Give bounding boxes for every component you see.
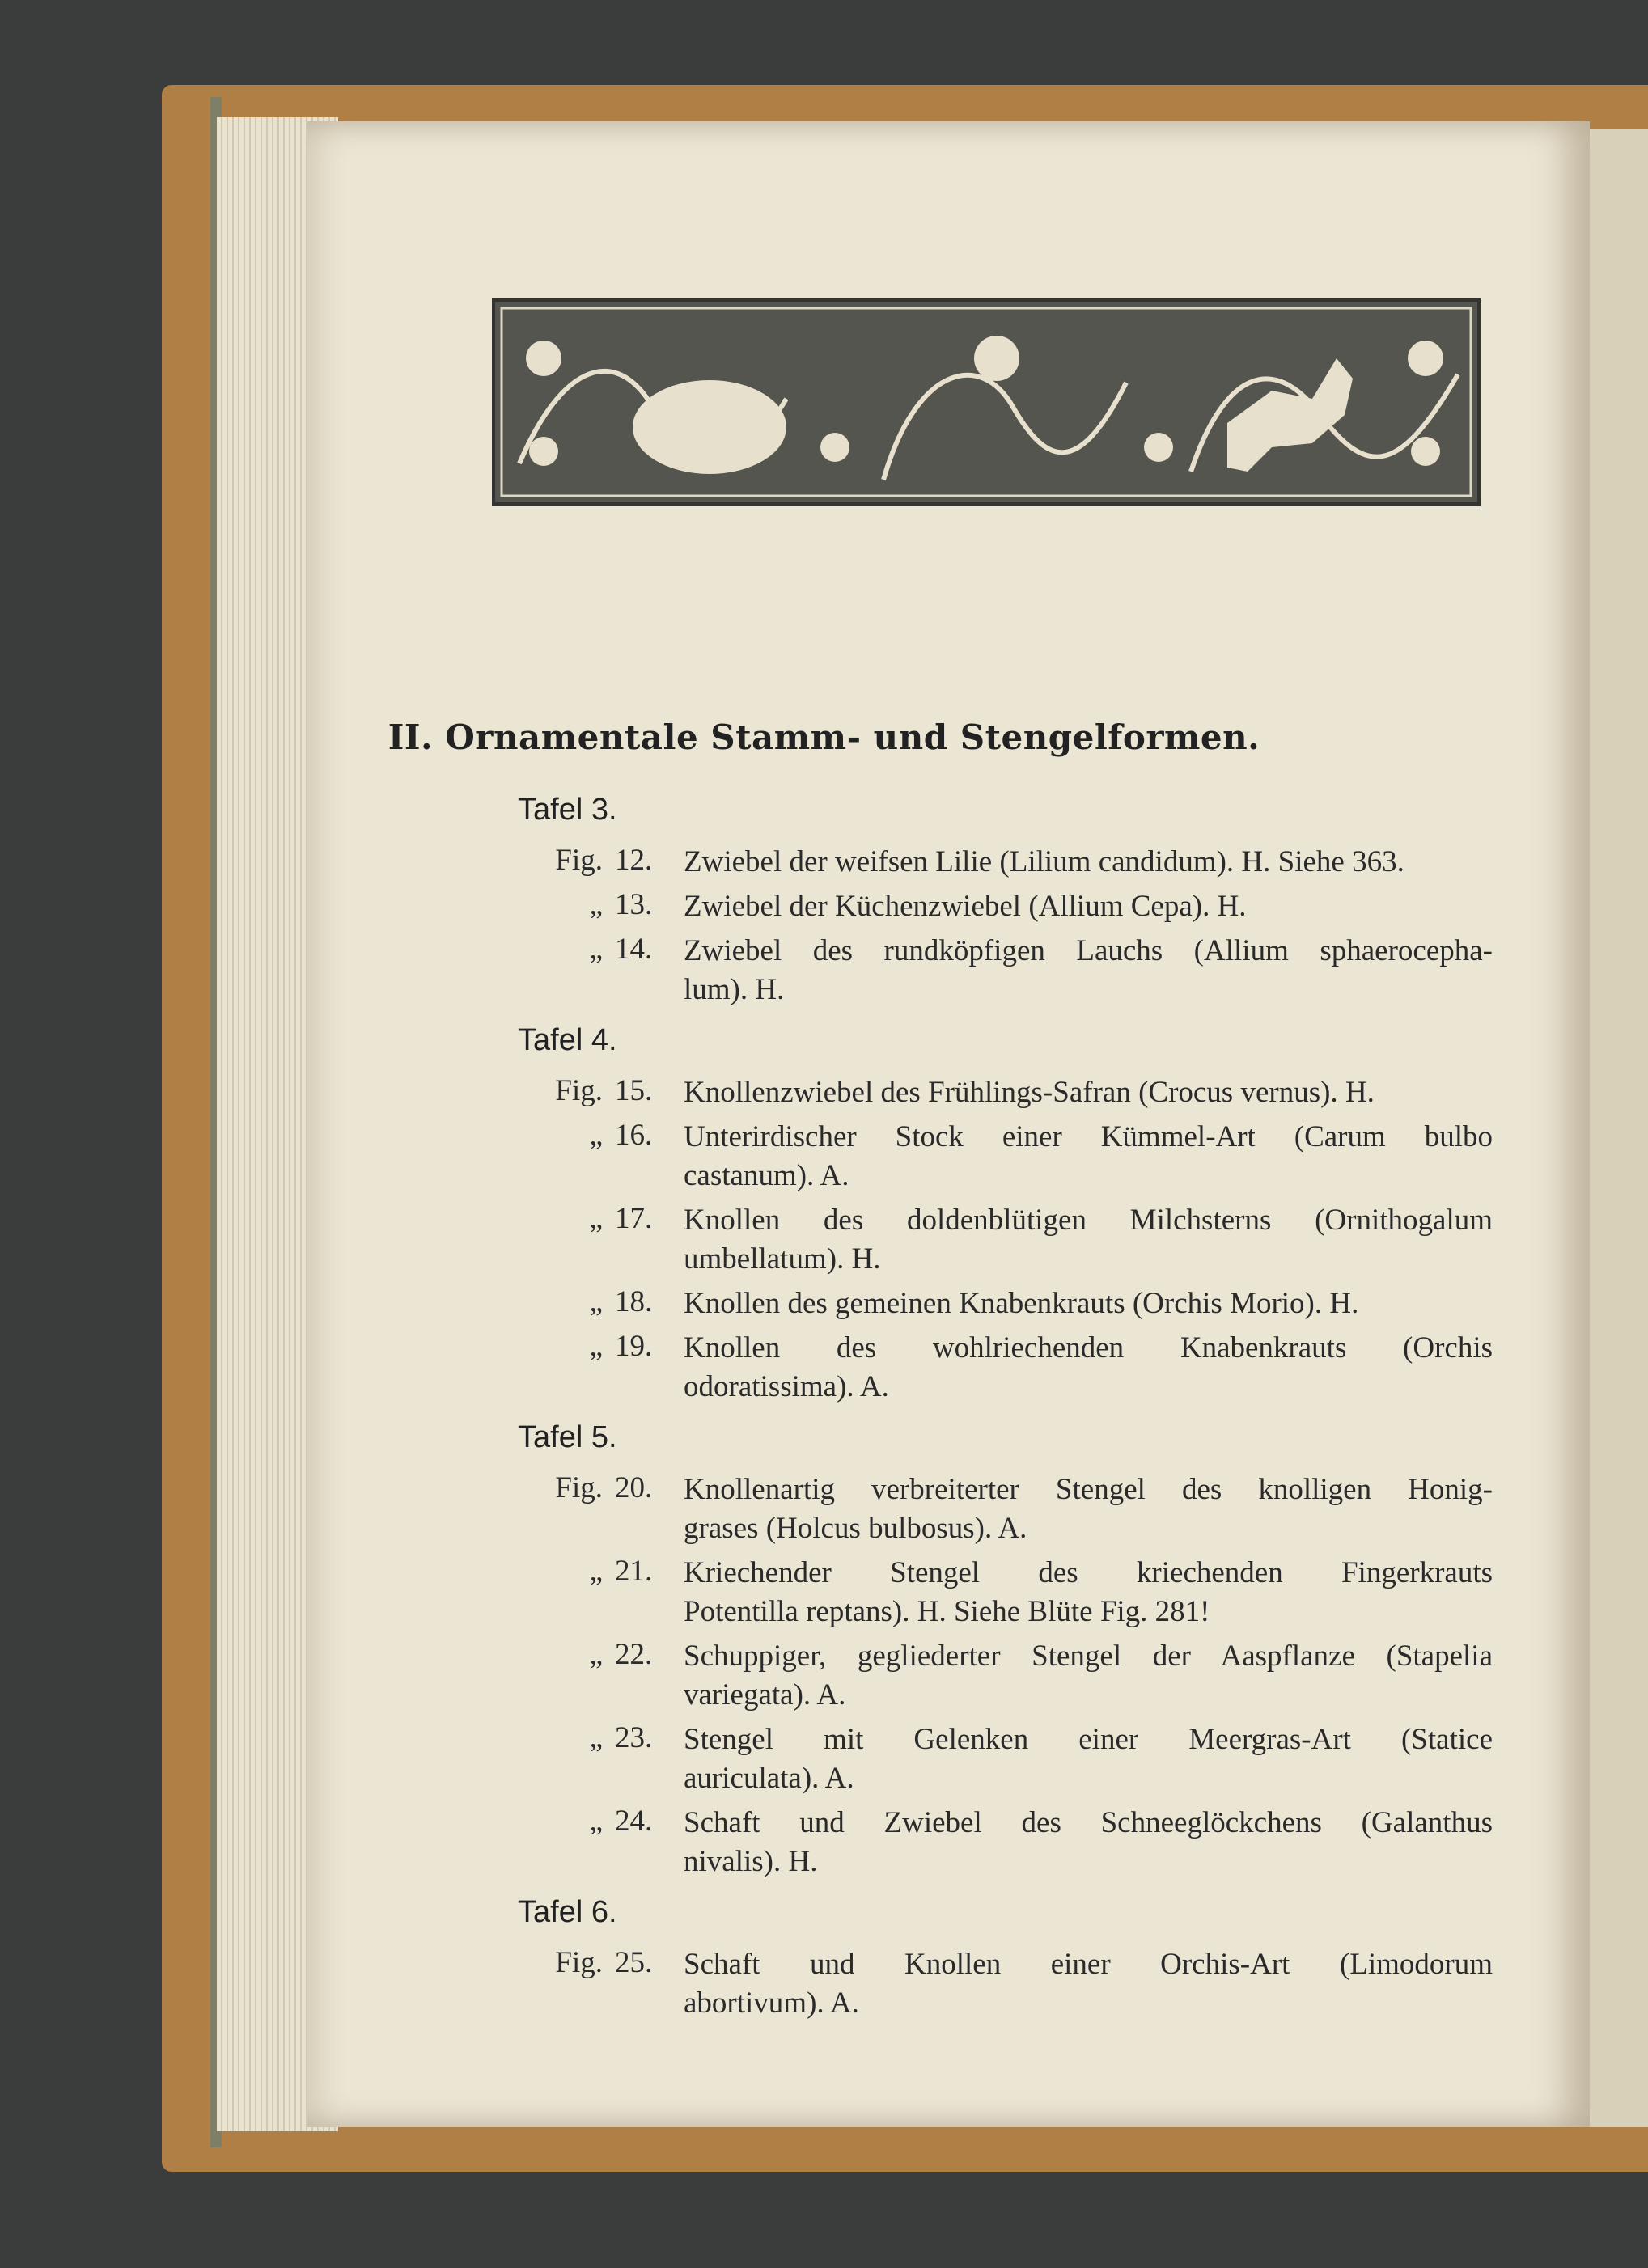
figure-description-line: Knollenartig verbreiterter Stengel des knolligen Honig-: [684, 1473, 1493, 1506]
figure-entry: [485, 1945, 1505, 2023]
figure-entry: [485, 932, 1505, 1009]
figure-label: „: [589, 1119, 603, 1152]
figure-description-line: grases (Holcus bulbosus). A.: [684, 1512, 1027, 1545]
figure-description-line: Schaft und Knollen einer Orchis-Art (Limodorum: [684, 1948, 1493, 1981]
figure-number: 17.: [615, 1202, 653, 1235]
figure-entry: [485, 1118, 1505, 1195]
figure-label: „: [589, 1330, 603, 1363]
figure-description-line: variegata). A.: [684, 1678, 846, 1712]
figure-description-line: nivalis). H.: [684, 1845, 818, 1878]
figure-label: „: [589, 1638, 603, 1671]
figure-description-line: auriculata). A.: [684, 1762, 854, 1795]
figure-number: 16.: [615, 1119, 653, 1152]
figure-description-line: Knollen des doldenblütigen Milchsterns (Ornithogalum: [684, 1204, 1493, 1237]
figure-entry: [485, 1329, 1505, 1407]
next-page-edge: [1590, 129, 1648, 2127]
figure-label: „: [589, 1285, 603, 1318]
ornamental-banner-icon: [495, 302, 1477, 502]
figure-label: „: [589, 1202, 603, 1235]
figure-description-line: Unterirdischer Stock einer Kümmel-Art (Carum bulbo: [684, 1120, 1493, 1153]
figure-description-line: Knollen des gemeinen Knabenkrauts (Orchis Morio). H.: [684, 1287, 1359, 1320]
figure-entry: [485, 1073, 1505, 1112]
figure-description-line: castanum). A.: [684, 1159, 849, 1192]
figure-number: 18.: [615, 1285, 653, 1318]
figure-entry: [485, 843, 1505, 882]
figure-description-line: umbellatum). H.: [684, 1242, 881, 1276]
figure-label: Fig.: [555, 1471, 603, 1504]
figure-description-line: Potentilla reptans). H. Siehe Blüte Fig. 281!: [684, 1595, 1210, 1628]
figure-entry: [485, 1470, 1505, 1548]
figure-number: 24.: [615, 1805, 653, 1838]
section-heading: II. Ornamentale Stamm- und Stengelformen.: [388, 717, 1260, 757]
figure-number: 13.: [615, 888, 653, 921]
figure-description-line: Zwiebel der Küchenzwiebel (Allium Cepa). H.: [684, 890, 1247, 923]
figure-entry: [485, 1637, 1505, 1715]
figure-description-line: Zwiebel des rundköpfigen Lauchs (Allium sphaerocepha-: [684, 934, 1493, 967]
figure-label: Fig.: [555, 1946, 603, 1979]
figure-number: 14.: [615, 933, 653, 966]
tafel-heading: Tafel 5.: [518, 1420, 617, 1454]
figure-description-line: Schuppiger, gegliederter Stengel der Aaspflanze (Stapelia: [684, 1640, 1493, 1673]
figure-label: Fig.: [555, 844, 603, 877]
figure-description-line: lum). H.: [684, 973, 785, 1006]
figure-entry: [485, 1804, 1505, 1881]
figure-description-line: Schaft und Zwiebel des Schneeglöckchens (Galanthus: [684, 1806, 1493, 1839]
figure-label: „: [589, 888, 603, 921]
figure-description-line: Kriechender Stengel des kriechenden Fingerkrauts: [684, 1556, 1493, 1589]
figure-label: „: [589, 1805, 603, 1838]
figure-entry: [485, 1554, 1505, 1631]
figure-entry: [485, 887, 1505, 926]
figure-description-line: Knollen des wohlriechenden Knabenkrauts (Orchis: [684, 1331, 1493, 1365]
figure-number: 22.: [615, 1638, 653, 1671]
figure-number: 21.: [615, 1555, 653, 1588]
figure-label: Fig.: [555, 1074, 603, 1107]
figure-entry: [485, 1720, 1505, 1798]
figure-number: 20.: [615, 1471, 653, 1504]
figure-number: 15.: [615, 1074, 653, 1107]
figure-label: „: [589, 1721, 603, 1754]
figure-label: „: [589, 1555, 603, 1588]
figure-entry: [485, 1284, 1505, 1323]
figure-description-line: abortivum). A.: [684, 1987, 859, 2020]
tafel-heading: Tafel 4.: [518, 1023, 617, 1057]
figure-description-line: Zwiebel der weifsen Lilie (Lilium candidum). H. Siehe 363.: [684, 845, 1404, 878]
figure-description-line: Knollenzwiebel des Frühlings-Safran (Crocus vernus). H.: [684, 1076, 1375, 1109]
figure-number: 25.: [615, 1946, 653, 1979]
tafel-heading: Tafel 3.: [518, 793, 617, 827]
figure-description-line: odoratissima). A.: [684, 1370, 889, 1403]
figure-entry: [485, 1201, 1505, 1279]
figure-label: „: [589, 933, 603, 966]
figure-description-line: Stengel mit Gelenken einer Meergras-Art (Statice: [684, 1723, 1493, 1756]
tafel-heading: Tafel 6.: [518, 1895, 617, 1929]
figure-number: 19.: [615, 1330, 653, 1363]
figure-number: 12.: [615, 844, 653, 877]
ornamental-banner: [492, 298, 1481, 506]
figure-number: 23.: [615, 1721, 653, 1754]
